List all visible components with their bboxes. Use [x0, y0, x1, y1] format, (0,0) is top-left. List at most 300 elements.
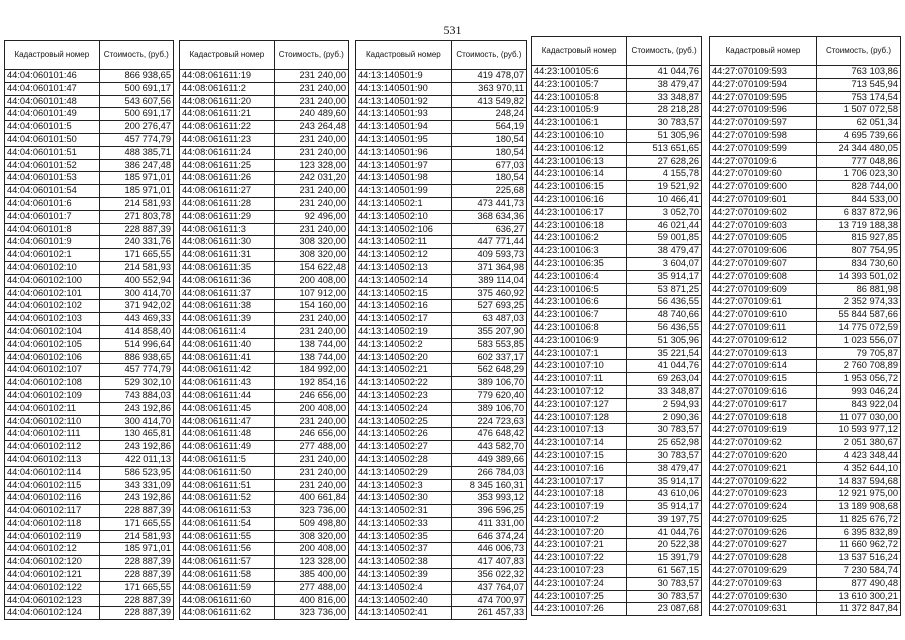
cadastral-number-cell: 44:23:100106:8 [532, 321, 627, 334]
cost-cell: 371 364,98 [451, 261, 526, 274]
table-row [356, 556, 527, 569]
table-row [180, 172, 349, 185]
cost-cell: 231 240,00 [274, 325, 348, 338]
table-row [532, 245, 702, 258]
cost-cell: 779 620,40 [451, 389, 526, 402]
table-row [180, 466, 349, 479]
cost-cell: 400 552,94 [99, 274, 173, 287]
table-row [5, 505, 174, 518]
cadastral-number-cell: 44:23:100107:2 [532, 513, 627, 526]
cadastral-number-cell: 44:08:061611:62 [180, 607, 275, 620]
cost-cell: 677,03 [451, 159, 526, 172]
cost-cell: 1 023 556,07 [816, 334, 900, 347]
cadastral-number-cell: 44:27:070109:597 [710, 117, 817, 130]
cadastral-number-cell: 44:27:070109:609 [710, 283, 817, 296]
cadastral-number-cell: 44:23:100106:1 [532, 117, 627, 130]
table-row [180, 210, 349, 223]
cadastral-number-cell: 44:08:061611:24 [180, 146, 275, 159]
cost-cell: 86 881,98 [816, 283, 900, 296]
table-row [356, 594, 527, 607]
cadastral-number-cell: 44:13:140502:30 [356, 492, 452, 505]
table-row [180, 133, 349, 146]
table-row [710, 385, 901, 398]
cost-cell: 11 660 962,72 [816, 539, 900, 552]
cost-cell: 107 912,00 [274, 287, 348, 300]
cadastral-number-cell: 44:04:060102:106 [5, 351, 100, 364]
table-row [180, 505, 349, 518]
cadastral-number-cell: 44:13:140502:1 [356, 197, 452, 210]
cadastral-number-cell: 44:23:100106:6 [532, 296, 627, 309]
cadastral-number-cell: 44:23:100107:11 [532, 373, 627, 386]
cost-cell: 171 665,55 [99, 249, 173, 262]
cost-cell: 214 581,93 [99, 530, 173, 543]
cadastral-number-cell: 44:27:070109:61 [710, 296, 817, 309]
cadastral-number-cell: 44:08:061611:44 [180, 389, 275, 402]
table-row [356, 364, 527, 377]
table-row [5, 466, 174, 479]
table-row [532, 360, 702, 373]
cost-cell: 375 460,92 [451, 287, 526, 300]
cost-cell: 457 774,79 [99, 133, 173, 146]
cost-cell: 28 218,28 [627, 104, 702, 117]
cost-cell: 763 103,86 [816, 66, 900, 79]
cadastral-number-cell: 44:23:100106:13 [532, 155, 627, 168]
cost-cell: 69 263,04 [627, 373, 702, 386]
cadastral-number-cell: 44:04:060102:120 [5, 556, 100, 569]
table-row [710, 206, 901, 219]
table-row [180, 300, 349, 313]
cadastral-number-cell: 44:23:100107:1 [532, 347, 627, 360]
cadastral-number-cell: 44:23:100105:8 [532, 91, 627, 104]
table-row [710, 577, 901, 590]
cost-cell: 583 553,85 [451, 338, 526, 351]
cost-cell: 308 320,00 [274, 530, 348, 543]
header-cost: Стоимость, (руб.) [816, 37, 900, 66]
cost-cell: 228 887,39 [99, 569, 173, 582]
cadastral-number-cell: 44:23:100106:4 [532, 270, 627, 283]
cost-cell: 41 044,76 [627, 66, 702, 79]
table-row [5, 530, 174, 543]
table-row [5, 569, 174, 582]
table-row [5, 377, 174, 390]
cost-cell: 33 348,87 [627, 91, 702, 104]
cost-cell: 214 581,93 [99, 261, 173, 274]
cost-cell: 2 760 708,89 [816, 360, 900, 373]
table-row [356, 287, 527, 300]
cost-cell: 488 385,71 [99, 146, 173, 159]
table-row [180, 146, 349, 159]
table-row [710, 501, 901, 514]
cost-cell: 56 436,55 [627, 296, 702, 309]
cost-cell: 243 264,48 [274, 121, 348, 134]
table-row [180, 415, 349, 428]
table-row [5, 146, 174, 159]
cadastral-number-cell: 44:23:100107:10 [532, 360, 627, 373]
cadastral-number-cell: 44:08:061611:57 [180, 556, 275, 569]
cadastral-number-cell: 44:04:060102:112 [5, 441, 100, 454]
cadastral-number-cell: 44:08:061611:36 [180, 274, 275, 287]
cadastral-number-cell: 44:08:061611:43 [180, 377, 275, 390]
table-row [5, 581, 174, 594]
table-row [356, 172, 527, 185]
table-row [180, 569, 349, 582]
table-row [532, 78, 702, 91]
table-row [356, 95, 527, 108]
cost-cell: 228 887,39 [99, 594, 173, 607]
cadastral-number-cell: 44:27:070109:611 [710, 321, 817, 334]
cost-cell: 323 736,00 [274, 505, 348, 518]
cadastral-number-cell: 44:13:140502:21 [356, 364, 452, 377]
table-row [5, 172, 174, 185]
table-row [180, 287, 349, 300]
cadastral-number-cell: 44:27:070109:594 [710, 78, 817, 91]
cadastral-number-cell: 44:27:070109:617 [710, 398, 817, 411]
table-row [356, 223, 527, 236]
cadastral-number-cell: 44:27:070109:615 [710, 373, 817, 386]
table-row [356, 236, 527, 249]
table-row [5, 287, 174, 300]
cadastral-number-cell: 44:13:140502:22 [356, 377, 452, 390]
cadastral-number-cell: 44:27:070109:626 [710, 526, 817, 539]
cost-cell: 231 240,00 [274, 479, 348, 492]
cadastral-number-cell: 44:27:070109:623 [710, 488, 817, 501]
cadastral-number-cell: 44:27:070109:608 [710, 270, 817, 283]
table-row [710, 603, 901, 616]
table-row [532, 590, 702, 603]
table-row [356, 517, 527, 530]
table-row [532, 206, 702, 219]
table-row [180, 377, 349, 390]
cadastral-number-cell: 44:04:060101:51 [5, 146, 100, 159]
table-row [532, 91, 702, 104]
table-row [5, 364, 174, 377]
cost-cell: 248,24 [451, 108, 526, 121]
cost-cell: 300 414,70 [99, 415, 173, 428]
cost-cell: 200 408,00 [274, 274, 348, 287]
cost-cell: 123 328,00 [274, 556, 348, 569]
cadastral-number-cell: 44:23:100105:7 [532, 78, 627, 91]
cadastral-number-cell: 44:13:140502:106 [356, 223, 452, 236]
cost-cell: 59 001,85 [627, 232, 702, 245]
table-row [532, 257, 702, 270]
table-row [356, 441, 527, 454]
cost-cell: 13 189 908,68 [816, 501, 900, 514]
table-row [5, 479, 174, 492]
table-row [5, 108, 174, 121]
cadastral-number-cell: 44:04:060101:53 [5, 172, 100, 185]
header-cadastral-number: Кадастровый номер [532, 37, 627, 66]
cost-cell: 228 887,39 [99, 556, 173, 569]
cadastral-number-cell: 44:08:061611:45 [180, 402, 275, 415]
table-row [532, 577, 702, 590]
cadastral-number-cell: 44:08:061611:54 [180, 517, 275, 530]
table-row [5, 402, 174, 415]
table-row [532, 193, 702, 206]
table-row [532, 296, 702, 309]
cadastral-number-cell: 44:08:061611:2 [180, 82, 275, 95]
cadastral-number-cell: 44:08:061611:29 [180, 210, 275, 223]
cadastral-number-cell: 44:27:070109:62 [710, 437, 817, 450]
table-row [532, 66, 702, 79]
table-row [180, 197, 349, 210]
cadastral-number-cell: 44:27:070109:613 [710, 347, 817, 360]
table-row [532, 488, 702, 501]
table-row [710, 526, 901, 539]
table-row [532, 373, 702, 386]
cost-cell: 56 436,55 [627, 321, 702, 334]
cadastral-number-cell: 44:04:060101:8 [5, 223, 100, 236]
cost-table-4 [531, 36, 702, 616]
cost-cell: 363 970,11 [451, 82, 526, 95]
cost-cell: 185 971,01 [99, 185, 173, 198]
cost-cell: 261 457,33 [451, 607, 526, 620]
table-header-row [532, 37, 702, 66]
table-row [532, 475, 702, 488]
table-header-row [5, 41, 174, 70]
cadastral-number-cell: 44:23:100106:18 [532, 219, 627, 232]
cost-cell: 243 192,86 [99, 441, 173, 454]
cost-cell: 30 783,57 [627, 577, 702, 590]
cost-cell: 55 844 587,66 [816, 309, 900, 322]
cost-cell: 10 466,41 [627, 193, 702, 206]
cost-cell: 323 736,00 [274, 607, 348, 620]
table-row [710, 104, 901, 117]
cost-cell: 449 389,66 [451, 453, 526, 466]
cost-cell: 23 087,68 [627, 603, 702, 616]
table-row [5, 441, 174, 454]
cadastral-number-cell: 44:08:061611:49 [180, 441, 275, 454]
table-row [356, 351, 527, 364]
cost-cell: 38 479,47 [627, 78, 702, 91]
cost-cell: 2 594,93 [627, 398, 702, 411]
table-row [532, 334, 702, 347]
table-row [710, 398, 901, 411]
table-row [710, 539, 901, 552]
cadastral-number-cell: 44:13:140501:92 [356, 95, 452, 108]
cadastral-number-cell: 44:08:061611:41 [180, 351, 275, 364]
table-row [710, 129, 901, 142]
cost-cell: 12 921 975,00 [816, 488, 900, 501]
table-row [532, 181, 702, 194]
cost-cell: 271 803,78 [99, 210, 173, 223]
cost-cell: 171 665,55 [99, 517, 173, 530]
table-row [532, 449, 702, 462]
cadastral-number-cell: 44:08:061611:48 [180, 428, 275, 441]
cadastral-number-cell: 44:27:070109:603 [710, 219, 817, 232]
cadastral-number-cell: 44:13:140502:19 [356, 325, 452, 338]
table-row [710, 552, 901, 565]
cost-cell: 562 648,29 [451, 364, 526, 377]
table-row [710, 142, 901, 155]
cadastral-number-cell: 44:13:140502:31 [356, 505, 452, 518]
table-row [5, 428, 174, 441]
cadastral-number-cell: 44:13:140501:9 [356, 70, 452, 83]
cost-cell: 636,27 [451, 223, 526, 236]
cost-cell: 513 651,65 [627, 142, 702, 155]
cost-cell: 308 320,00 [274, 236, 348, 249]
table-row [532, 347, 702, 360]
cost-table-2 [179, 40, 349, 620]
cadastral-number-cell: 44:13:140502:10 [356, 210, 452, 223]
cost-cell: 24 344 480,05 [816, 142, 900, 155]
table-row [532, 552, 702, 565]
cadastral-number-cell: 44:04:060102:1 [5, 249, 100, 262]
cost-cell: 185 971,01 [99, 172, 173, 185]
table-row [180, 338, 349, 351]
cadastral-number-cell: 44:23:100107:12 [532, 385, 627, 398]
cost-cell: 180,54 [451, 146, 526, 159]
cadastral-number-cell: 44:04:060102:12 [5, 543, 100, 556]
cost-cell: 529 302,10 [99, 377, 173, 390]
table-row [356, 389, 527, 402]
cost-cell: 11 825 676,72 [816, 513, 900, 526]
table-row [710, 270, 901, 283]
table-row [356, 300, 527, 313]
cost-cell: 602 337,17 [451, 351, 526, 364]
cadastral-number-cell: 44:23:100107:21 [532, 539, 627, 552]
cadastral-number-cell: 44:23:100106:2 [532, 232, 627, 245]
cost-cell: 409 593,73 [451, 249, 526, 262]
cadastral-number-cell: 44:13:140502:11 [356, 236, 452, 249]
cadastral-number-cell: 44:27:070109:624 [710, 501, 817, 514]
cost-cell: 8 345 160,31 [451, 479, 526, 492]
table-row [532, 385, 702, 398]
cost-cell: 30 783,57 [627, 590, 702, 603]
cadastral-number-cell: 44:13:140502:17 [356, 313, 452, 326]
cost-cell: 389 106,70 [451, 377, 526, 390]
table-row [532, 104, 702, 117]
cost-cell: 3 052,70 [627, 206, 702, 219]
table-row [532, 168, 702, 181]
cost-cell: 240 331,76 [99, 236, 173, 249]
table-row [710, 488, 901, 501]
cost-cell: 777 048,86 [816, 155, 900, 168]
cadastral-number-cell: 44:08:061611:39 [180, 313, 275, 326]
header-cadastral-number: Кадастровый номер [5, 41, 100, 70]
cadastral-number-cell: 44:27:070109:605 [710, 232, 817, 245]
cost-cell: 180,54 [451, 172, 526, 185]
cost-cell: 443 469,33 [99, 313, 173, 326]
cadastral-number-cell: 44:23:100107:14 [532, 437, 627, 450]
cost-cell: 61 567,15 [627, 565, 702, 578]
table-row [5, 492, 174, 505]
cost-cell: 385 400,00 [274, 569, 348, 582]
cost-cell: 300 414,70 [99, 287, 173, 300]
cadastral-number-cell: 44:08:061611:52 [180, 492, 275, 505]
table-row [180, 159, 349, 172]
header-cost: Стоимость, (руб.) [451, 41, 526, 70]
table-row [180, 389, 349, 402]
header-cadastral-number: Кадастровый номер [356, 41, 452, 70]
cost-cell: 277 488,00 [274, 581, 348, 594]
table-row [180, 402, 349, 415]
cadastral-number-cell: 44:13:140502:35 [356, 530, 452, 543]
cadastral-number-cell: 44:23:100106:10 [532, 129, 627, 142]
cadastral-number-cell: 44:08:061611:20 [180, 95, 275, 108]
cost-cell: 154 622,48 [274, 261, 348, 274]
cost-cell: 713 545,94 [816, 78, 900, 91]
cost-cell: 225,68 [451, 185, 526, 198]
table-row [532, 513, 702, 526]
cadastral-number-cell: 44:04:060102:116 [5, 492, 100, 505]
cost-table-5 [709, 36, 901, 616]
table-row [180, 543, 349, 556]
cost-cell: 834 730,60 [816, 257, 900, 270]
cost-cell: 753 174,54 [816, 91, 900, 104]
cadastral-number-cell: 44:13:140502:3 [356, 479, 452, 492]
cadastral-number-cell: 44:08:061611:3 [180, 223, 275, 236]
cadastral-number-cell: 44:04:060101:9 [5, 236, 100, 249]
cadastral-number-cell: 44:04:060102:101 [5, 287, 100, 300]
table-row [356, 210, 527, 223]
cost-cell: 243 192,86 [99, 492, 173, 505]
table-row [356, 313, 527, 326]
cadastral-number-cell: 44:13:140501:97 [356, 159, 452, 172]
table-row [5, 415, 174, 428]
cost-cell: 646 374,24 [451, 530, 526, 543]
cost-cell: 13 537 516,24 [816, 552, 900, 565]
cost-cell: 11 077 030,00 [816, 411, 900, 424]
table-row [356, 453, 527, 466]
cost-cell: 1 706 023,30 [816, 168, 900, 181]
table-row [180, 95, 349, 108]
cadastral-number-cell: 44:13:140501:98 [356, 172, 452, 185]
cost-cell: 886 938,65 [99, 351, 173, 364]
cost-cell: 400 816,00 [274, 594, 348, 607]
cost-cell: 200 408,00 [274, 543, 348, 556]
cost-cell: 437 764,07 [451, 581, 526, 594]
cost-cell: 185 971,01 [99, 543, 173, 556]
table-row [5, 556, 174, 569]
cost-cell: 419 478,07 [451, 70, 526, 83]
cadastral-number-cell: 44:08:061611:53 [180, 505, 275, 518]
cost-cell: 993 046,24 [816, 385, 900, 398]
cost-cell: 33 348,87 [627, 385, 702, 398]
table-row [710, 257, 901, 270]
cadastral-number-cell: 44:27:070109:629 [710, 565, 817, 578]
table-row [5, 351, 174, 364]
cadastral-number-cell: 44:23:100107:128 [532, 411, 627, 424]
cost-cell: 231 240,00 [274, 185, 348, 198]
cost-cell: 231 240,00 [274, 82, 348, 95]
cadastral-number-cell: 44:13:140502:33 [356, 517, 452, 530]
cost-cell: 266 784,03 [451, 466, 526, 479]
cost-cell: 123 328,00 [274, 159, 348, 172]
table-row [710, 449, 901, 462]
table-row [710, 347, 901, 360]
cost-cell: 27 628,26 [627, 155, 702, 168]
cost-cell: 63 487,03 [451, 313, 526, 326]
cost-cell: 2 352 974,33 [816, 296, 900, 309]
table-row [532, 283, 702, 296]
cadastral-number-cell: 44:23:100106:16 [532, 193, 627, 206]
cost-cell: 231 240,00 [274, 313, 348, 326]
cadastral-number-cell: 44:04:060101:46 [5, 70, 100, 83]
table-row [532, 309, 702, 322]
cost-cell: 414 858,40 [99, 325, 173, 338]
cost-cell: 564,19 [451, 121, 526, 134]
table-row [356, 479, 527, 492]
cost-cell: 130 465,81 [99, 428, 173, 441]
table-row [710, 513, 901, 526]
cost-cell: 51 305,96 [627, 129, 702, 142]
table-row [532, 501, 702, 514]
cadastral-number-cell: 44:08:061611:22 [180, 121, 275, 134]
cost-cell: 38 479,47 [627, 462, 702, 475]
table-row [180, 261, 349, 274]
cadastral-number-cell: 44:08:061611:58 [180, 569, 275, 582]
cost-cell: 11 372 847,84 [816, 603, 900, 616]
